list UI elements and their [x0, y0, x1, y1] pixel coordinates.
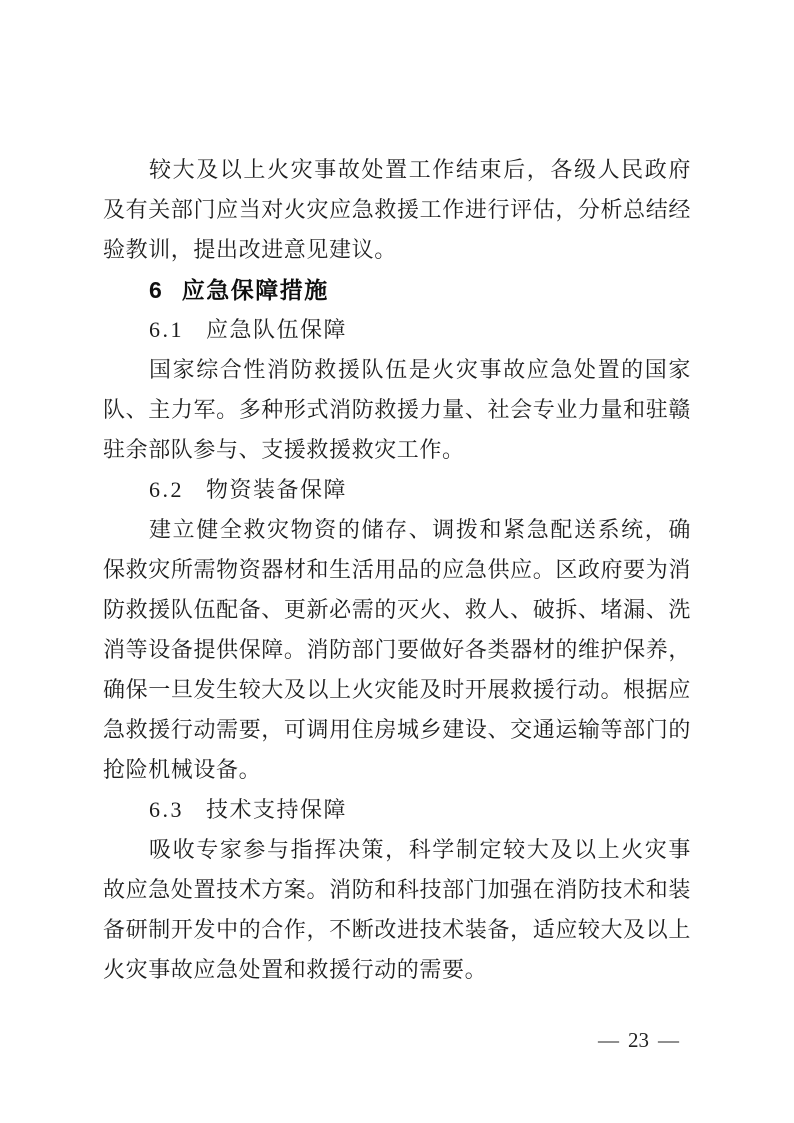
section-number: 6.2: [149, 477, 184, 502]
section-6-3: [103, 790, 691, 990]
section-body: 国家综合性消防救援队伍是火灾事故应急处置的国家队、主力军。多种形式消防救援力量、社会专业力量和驻赣驻余部队参与、支援救援救灾工作。: [103, 357, 691, 462]
section-6-3-heading: [103, 790, 691, 830]
section-number: 6.1: [149, 317, 184, 342]
section-body: 吸收专家参与指挥决策，科学制定较大及以上火灾事故应急处置技术方案。消防和科技部门加强在消防技术和装备研制开发中的合作，不断改进技术装备，适应较大及以上火灾事故应急处置和救援行动的需要。: [103, 837, 691, 982]
section-title: 物资装备保障: [206, 477, 348, 502]
page-footer: [598, 1028, 679, 1052]
section-body: 建立健全救灾物资的储存、调拨和紧急配送系统，确保救灾所需物资器材和生活用品的应急供应。区政府要为消防救援队伍配备、更新必需的灭火、救人、破拆、堵漏、洗消等设备提供保障。消防部门要做好各类器材的维护保养，确保一旦发生较大及以上火灾能及时开展救援行动。根据应急救援行动需要，可调用住房城乡建设、交通运输等部门的抢险机械设备。: [103, 517, 691, 782]
section-title: 技术支持保障: [206, 797, 348, 822]
section-6-1-heading: [103, 310, 691, 350]
footer-dash-right: —: [658, 1028, 679, 1052]
section-6-1: [103, 310, 691, 470]
chapter-heading: [103, 270, 691, 310]
section-6-2-heading: [103, 470, 691, 510]
chapter-number: 6: [149, 277, 162, 303]
footer-dash-left: —: [598, 1028, 619, 1052]
page-content: [103, 150, 691, 990]
section-number: 6.3: [149, 797, 184, 822]
paragraph-evaluation: 较大及以上火灾事故处置工作结束后，各级人民政府及有关部门应当对火灾应急救援工作进行评估，分析总结经验教训，提出改进意见建议。: [103, 157, 691, 262]
page-number: 23: [628, 1028, 649, 1052]
section-6-2: [103, 470, 691, 790]
section-title: 应急队伍保障: [206, 317, 348, 342]
chapter-title: 应急保障措施: [181, 277, 329, 303]
